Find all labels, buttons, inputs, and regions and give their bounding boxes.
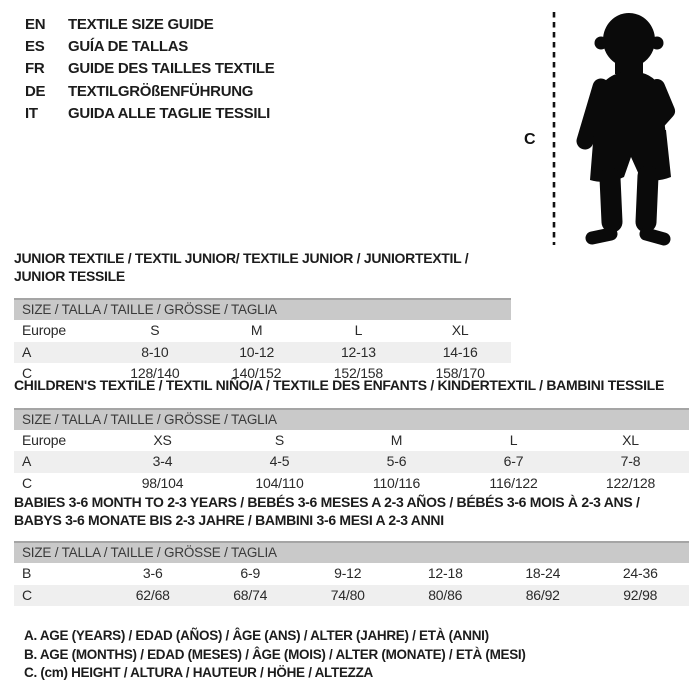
section-junior-textile — [14, 250, 511, 385]
table-cell: 122/128 — [605, 474, 656, 491]
table-cell: M — [390, 431, 403, 448]
language-row-fr — [25, 58, 274, 80]
row-label: A — [22, 453, 32, 469]
language-code: EN — [25, 15, 46, 33]
table-cell: 74/80 — [330, 586, 365, 603]
row-label: A — [22, 343, 32, 360]
language-row-es — [25, 35, 274, 57]
row-label: C — [22, 474, 32, 491]
table-cell: 92/98 — [623, 586, 658, 603]
table-cell: 128/140 — [130, 365, 180, 381]
table-cell: 9-12 — [334, 565, 362, 581]
table-cell: 86/92 — [525, 586, 560, 603]
language-code: FR — [25, 60, 45, 78]
language-title: GUIDA ALLE TAGLIE TESSILI — [68, 105, 270, 123]
section-title-line2: BABYS 3-6 MONATE BIS 2-3 JAHRE / BAMBINI 3-6 MESI A 2-3 ANNI — [14, 511, 444, 528]
table-cell: 8-10 — [141, 343, 169, 360]
table-cell: 68/74 — [233, 586, 268, 603]
size-header-bar: SIZE / TALLA / TAILLE / GRÖSSE / TAGLIA — [14, 541, 689, 563]
legend-age-months: B. AGE (MONTHS) / EDAD (MESES) / ÂGE (MOIS) / ALTER (MONATE) / ETÀ (MESI) — [24, 646, 526, 662]
section-childrens-textile — [14, 377, 689, 494]
table-cell: XL — [622, 431, 639, 448]
table-cell: 98/104 — [141, 474, 184, 491]
section-title-line1: BABIES 3-6 MONTH TO 2-3 YEARS / BEBÉS 3-6 MESES A 2-3 AÑOS / BÉBÉS 3-6 MOIS À 2-3 ANS / — [14, 494, 640, 510]
language-title: TEXTILE SIZE GUIDE — [68, 15, 214, 33]
table-row-height — [14, 585, 689, 607]
height-measure-label: C — [524, 131, 536, 148]
table-cell: 104/110 — [255, 474, 304, 491]
table-cell: 110/116 — [372, 474, 421, 491]
legend-height: C. (cm) HEIGHT / ALTURA / HAUTEUR / HÖHE / ALTEZZA — [24, 665, 373, 680]
table-row-age — [14, 451, 689, 473]
table-cell: 7-8 — [620, 453, 641, 469]
table-cell: 18-24 — [525, 565, 561, 581]
section-title: CHILDREN'S TEXTILE / TEXTIL NIÑO/A / TEXTILE DES ENFANTS / KINDERTEXTIL / BAMBINI TESSILE — [14, 377, 664, 393]
table-row-europe — [14, 430, 689, 452]
language-title-list — [25, 13, 274, 125]
table-row-height — [14, 473, 689, 495]
language-row-de — [25, 80, 274, 102]
section-title: JUNIOR TEXTILE / TEXTIL JUNIOR/ TEXTILE JUNIOR / JUNIORTEXTIL / JUNIOR TESSILE — [14, 250, 469, 284]
toddler-silhouette — [585, 13, 671, 239]
table-cell: 3-6 — [142, 565, 163, 581]
measure-legend — [24, 627, 526, 683]
language-code: DE — [25, 82, 46, 100]
table-cell: 6-7 — [503, 453, 524, 469]
table-cell: 80/86 — [428, 586, 463, 603]
language-row-en — [25, 13, 274, 35]
language-row-it — [25, 103, 274, 125]
table-cell: S — [274, 431, 285, 448]
language-title: GUÍA DE TALLAS — [68, 38, 188, 56]
table-cell: 4-5 — [269, 453, 290, 469]
spacer — [14, 529, 689, 541]
height-measure-figure — [515, 4, 697, 250]
legend-age-years: A. AGE (YEARS) / EDAD (AÑOS) / ÂGE (ANS) / ALTER (JAHRE) / ETÀ (ANNI) — [24, 628, 489, 643]
table-cell: 140/152 — [232, 365, 282, 381]
table-row-europe — [14, 320, 511, 342]
table-cell: 62/68 — [135, 586, 170, 603]
language-title: GUIDE DES TAILLES TEXTILE — [68, 60, 275, 78]
language-title: TEXTILGRÖßENFÜHRUNG — [68, 82, 254, 100]
row-label: C — [22, 365, 32, 381]
toddler-silhouette-svg — [515, 4, 697, 250]
row-label: Europe — [22, 322, 66, 338]
size-header-bar: SIZE / TALLA / TAILLE / GRÖSSE / TAGLIA — [14, 408, 689, 430]
table-row-age — [14, 342, 511, 364]
language-code: ES — [25, 38, 45, 56]
table-cell: M — [250, 322, 263, 338]
table-cell: 24-36 — [622, 565, 658, 581]
row-label: B — [22, 565, 32, 581]
table-cell: XS — [153, 431, 172, 448]
table-cell: 5-6 — [386, 453, 407, 469]
table-cell: 12-13 — [340, 343, 376, 360]
table-cell: L — [509, 431, 518, 448]
table-cell: 10-12 — [239, 343, 275, 360]
table-cell: 158/170 — [435, 365, 485, 381]
table-cell: 3-4 — [152, 453, 173, 469]
language-code: IT — [25, 105, 38, 123]
row-label: Europe — [22, 431, 66, 448]
table-cell: 6-9 — [240, 565, 261, 581]
row-label: C — [22, 586, 32, 603]
table-cell: 116/122 — [489, 474, 538, 491]
table-cell: 14-16 — [442, 343, 478, 360]
section-babies-textile — [14, 494, 689, 606]
table-cell: S — [150, 322, 160, 338]
table-cell: 12-18 — [427, 565, 463, 581]
table-row-age-months — [14, 563, 689, 585]
table-cell: 152/158 — [333, 365, 383, 381]
table-cell: L — [354, 322, 363, 338]
size-header-bar: SIZE / TALLA / TAILLE / GRÖSSE / TAGLIA — [14, 298, 511, 320]
table-cell: XL — [451, 322, 469, 338]
